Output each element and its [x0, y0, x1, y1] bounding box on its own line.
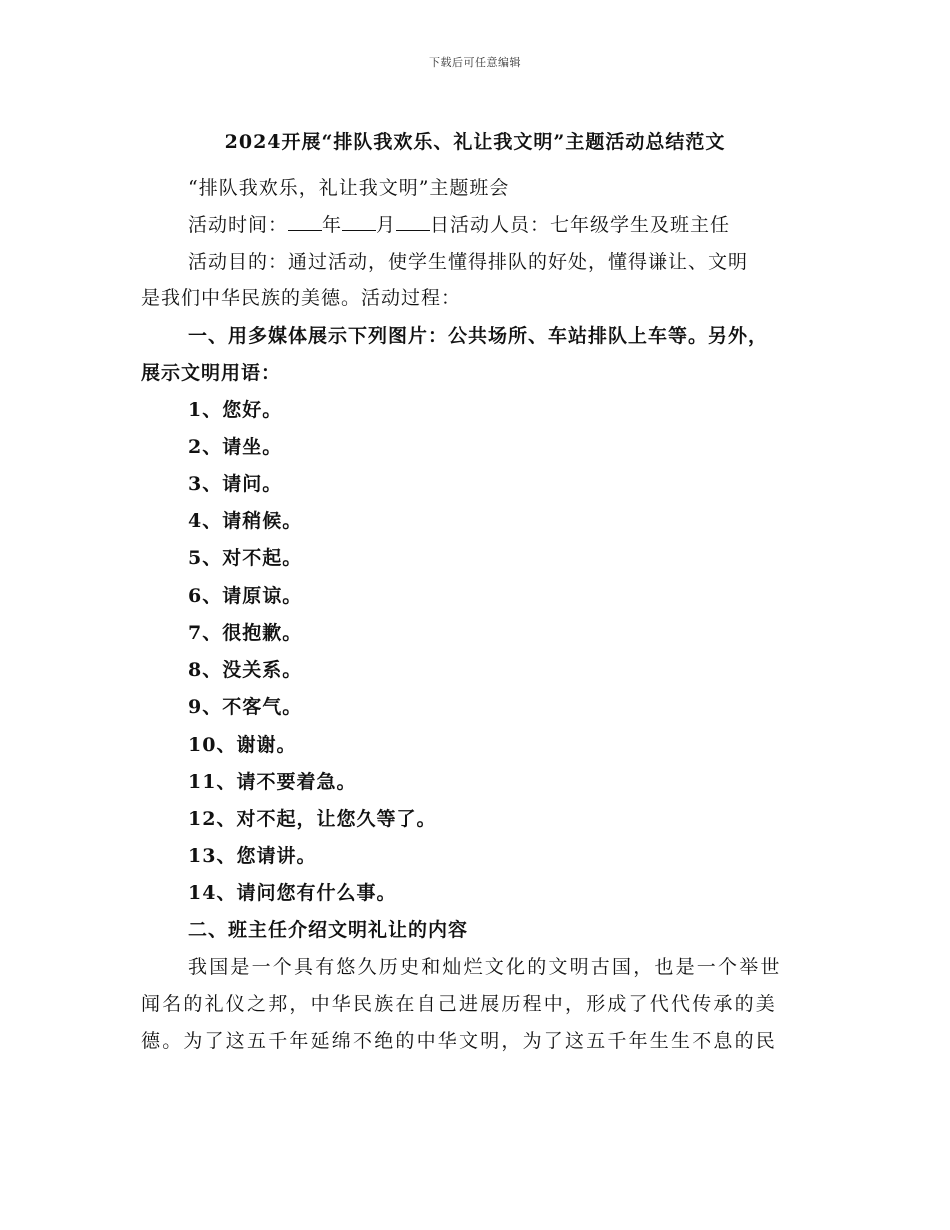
phrase-item: 14、请问您有什么事。	[188, 882, 397, 904]
document-title: 2024开展“排队我欢乐、礼让我文明”主题活动总结范文	[224, 131, 726, 153]
phrase-item: 10、谢谢。	[188, 734, 297, 756]
subtitle-line: “排队我欢乐，礼让我文明”主题班会	[188, 177, 510, 199]
phrase-item: 11、请不要着急。	[188, 771, 357, 793]
page-header-note: 下载后可任意编辑	[429, 56, 521, 69]
phrase-item: 13、您请讲。	[188, 845, 317, 867]
section2-heading: 二、班主任介绍文明礼让的内容	[188, 919, 469, 941]
section1-line-1: 一、用多媒体展示下列图片：公共场所、车站排队上车等。另外，	[188, 325, 769, 347]
day-blank	[396, 212, 430, 231]
activity-time-tail: 日活动人员：七年级学生及班主任	[430, 214, 731, 236]
paragraph-line: 闻名的礼仪之邦，中华民族在自己进展历程中，形成了代代传承的美	[141, 993, 778, 1015]
paragraph-line: 德。为了这五千年延绵不绝的中华文明，为了这五千年生生不息的民	[141, 1030, 778, 1052]
phrase-item: 8、没关系。	[188, 659, 303, 681]
phrase-item: 3、请问。	[188, 473, 283, 495]
year-unit: 年	[322, 214, 343, 236]
purpose-line-2: 是我们中华民族的美德。活动过程：	[141, 287, 462, 309]
phrase-item: 2、请坐。	[188, 436, 283, 458]
paragraph-line: 我国是一个具有悠久历史和灿烂文化的文明古国，也是一个举世	[188, 956, 782, 978]
phrase-item: 12、对不起，让您久等了。	[188, 808, 437, 830]
phrase-item: 6、请原谅。	[188, 585, 303, 607]
purpose-line-1: 活动目的：通过活动，使学生懂得排队的好处，懂得谦让、文明	[188, 251, 749, 273]
phrase-item: 1、您好。	[188, 399, 283, 421]
year-blank	[288, 212, 322, 231]
phrase-item: 7、很抱歉。	[188, 622, 303, 644]
activity-time-label: 活动时间：	[188, 214, 289, 236]
activity-time-line	[188, 212, 730, 237]
section1-line-2: 展示文明用语：	[141, 362, 282, 384]
month-unit: 月	[376, 214, 397, 236]
phrase-item: 5、对不起。	[188, 547, 303, 569]
phrase-item: 9、不客气。	[188, 696, 303, 718]
month-blank	[342, 212, 376, 231]
phrase-item: 4、请稍候。	[188, 510, 303, 532]
